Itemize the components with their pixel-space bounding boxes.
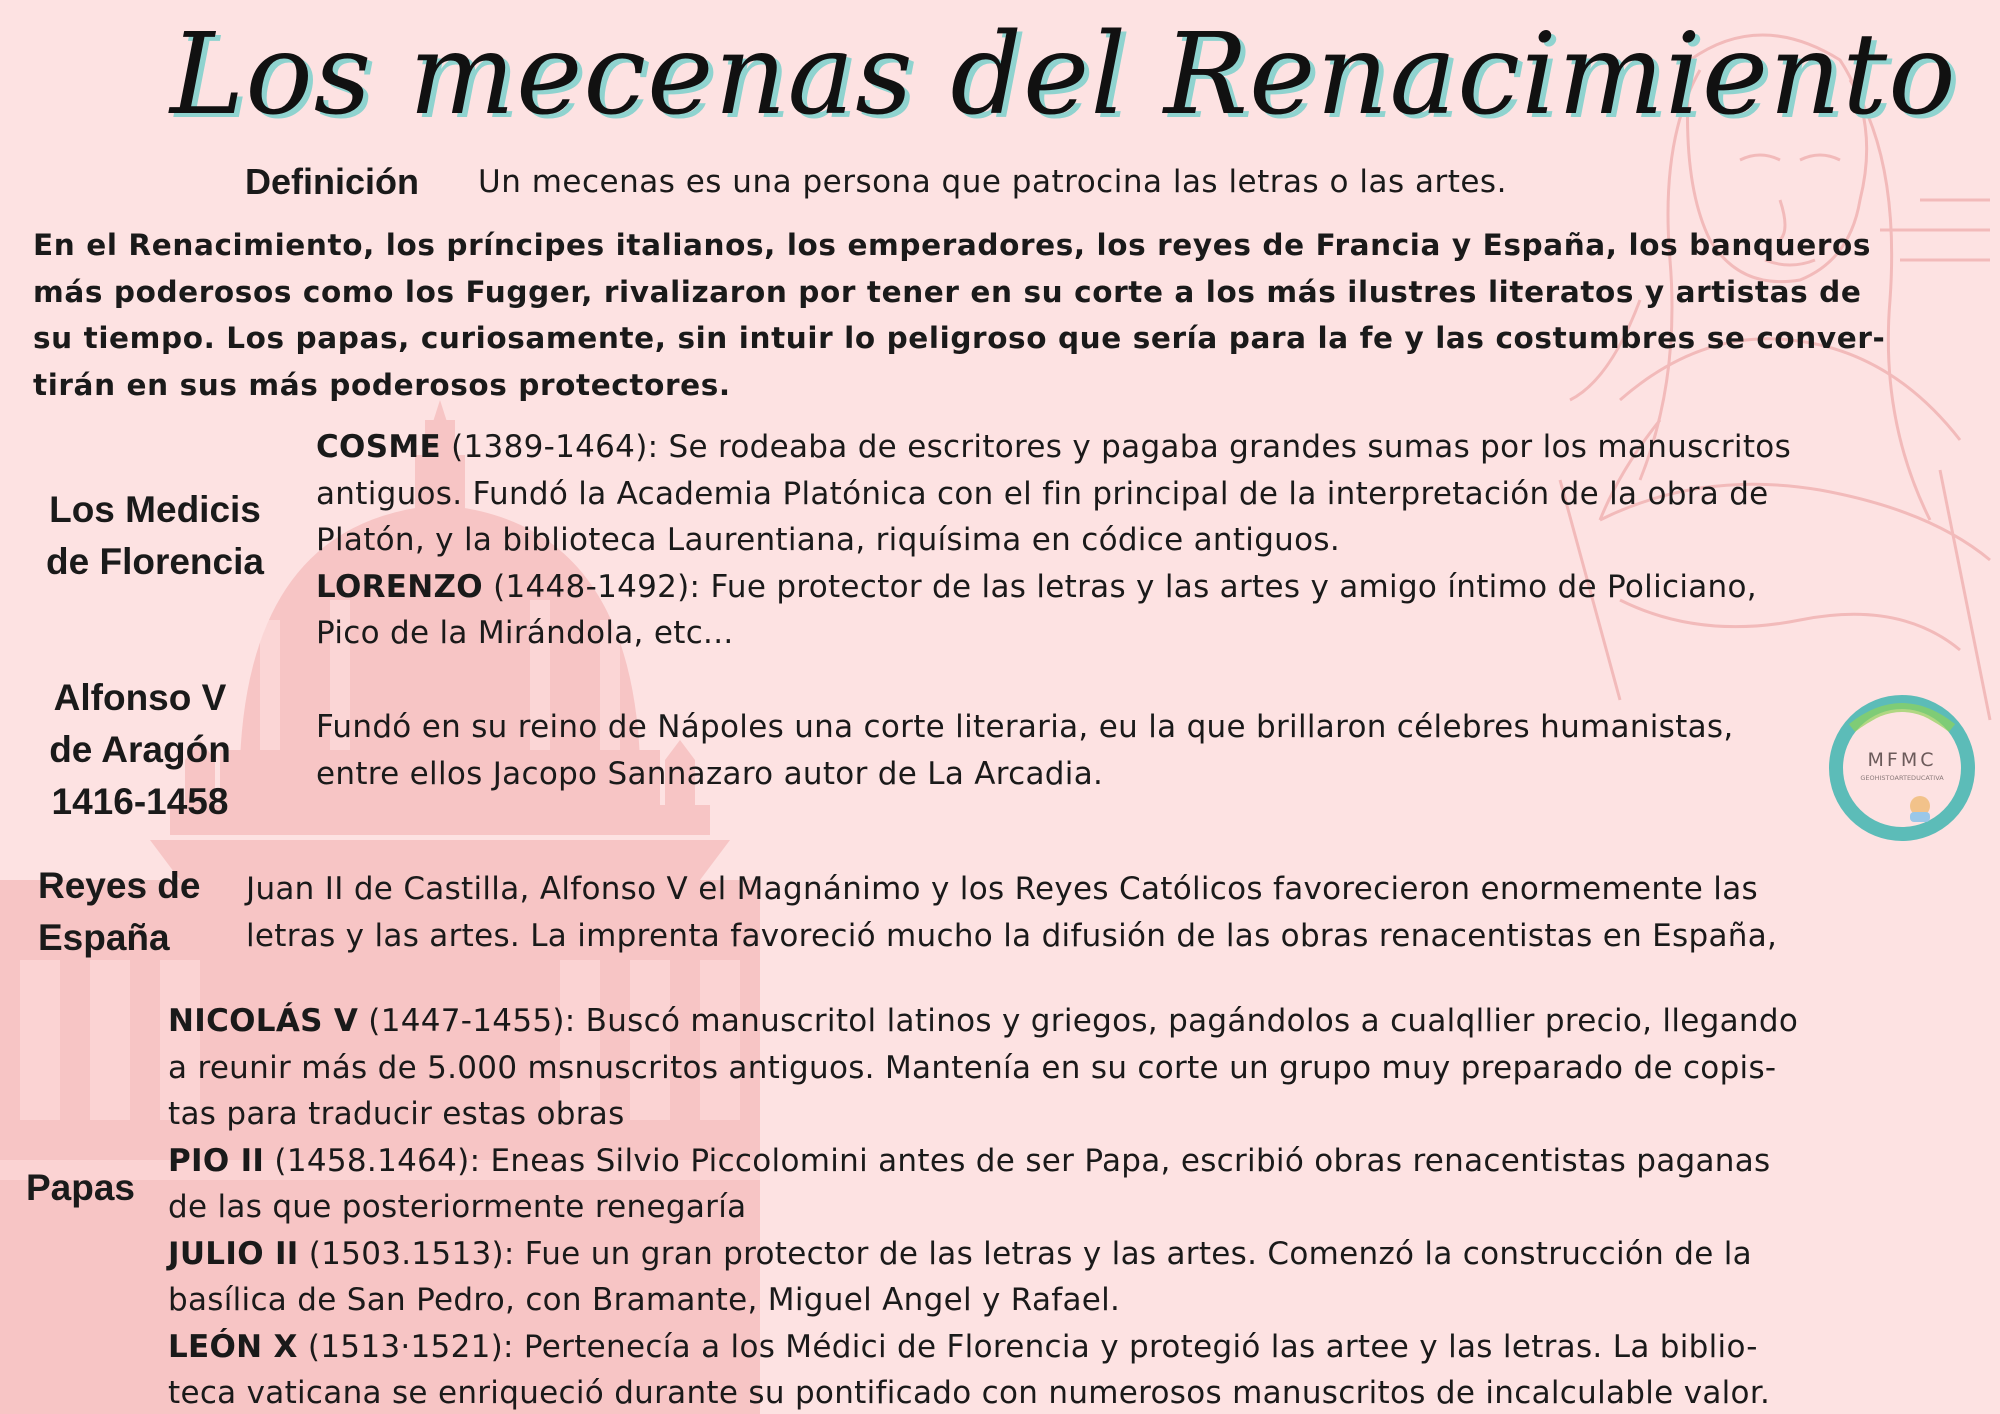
page-title: Los mecenas del Renacimiento xyxy=(170,10,1957,140)
label-line: Los Medicis xyxy=(49,489,261,530)
intro-line: tirán en sus más poderosos protectores. xyxy=(33,367,731,402)
text-span: (1458.1464): Eneas Silvio Piccolomini antes de ser Papa, escribió obras renacentistas paganas xyxy=(264,1142,1771,1179)
text-line: Juan II de Castilla, Alfonso V el Magnánimo y los Reyes Católicos favorecieron enormemente las xyxy=(246,871,1758,907)
text-span: (1503.1513): Fue un gran protector de las letras y las artes. Comenzó la construcción de la xyxy=(298,1235,1752,1272)
label-line: de Florencia xyxy=(46,541,264,582)
intro-line: En el Renacimiento, los príncipes italianos, los emperadores, los reyes de Francia y España, los banqueros xyxy=(33,228,1872,262)
text-line: letras y las artes. La imprenta favoreció mucho la difusión de las obras renacentistas en España, xyxy=(246,917,1778,954)
intro-line: más poderosos como los Fugger, rivalizaron por tener en su corte a los más ilustres literatos y artistas de xyxy=(33,274,1862,309)
person-name: NICOLÁS V xyxy=(168,1003,359,1039)
section-text-alfonso xyxy=(316,704,1734,797)
person-name: LORENZO xyxy=(316,568,483,605)
person-name: PIO II xyxy=(168,1142,265,1179)
person-name: LEÓN X xyxy=(168,1328,298,1365)
text-line: Fundó en su reino de Nápoles una corte literaria, eu la que brillaron célebres humanistas, xyxy=(316,709,1734,745)
section-text-medicis xyxy=(316,424,1791,657)
text-line: tas para traducir estas obras xyxy=(168,1096,625,1132)
text-line: entre ellos Jacopo Sannazaro autor de La Arcadia. xyxy=(316,755,1104,792)
text-line: teca vaticana se enriqueció durante su pontificado con numerosos manuscritos de incalculable valor. xyxy=(168,1375,1771,1411)
label-line: 1416-1458 xyxy=(51,781,229,822)
text-span: (1513·1521): Pertenecía a los Médici de Florencia y protegió las artee y las letras. La biblio- xyxy=(297,1328,1758,1365)
intro-paragraph xyxy=(33,222,1968,408)
text-line: antiguos. Fundó la Academia Platónica con el fin principal de la interpretación de la obra de xyxy=(316,475,1769,512)
text-line: Pico de la Mirándola, etc... xyxy=(316,615,734,651)
logo-subtext: GEOHISTOARTEDUCATIVA xyxy=(1860,774,1944,782)
text-line: Platón, y la biblioteca Laurentiana, riquísima en códice antiguos. xyxy=(316,522,1340,558)
section-text-reyes xyxy=(246,866,1777,959)
text-span: (1447-1455): Buscó manuscritol latinos y griegos, pagándolos a cualqllier precio, llegando xyxy=(358,1003,1799,1039)
person-name: COSME xyxy=(316,429,441,465)
section-label-papas: Papas xyxy=(26,1167,136,1208)
label-line: España xyxy=(38,917,170,958)
mfmc-logo-icon xyxy=(1822,688,1982,848)
label-line: Reyes de xyxy=(38,865,201,906)
text-line: de las que posteriormente renegaría xyxy=(168,1189,747,1225)
text-span: (1448-1492): Fue protector de las letras y las artes y amigo íntimo de Policiano, xyxy=(482,568,1757,605)
text-line: a reunir más de 5.000 msnuscritos antiguos. Mantenía en su corte un grupo muy preparado de copis- xyxy=(168,1049,1777,1086)
intro-line: su tiempo. Los papas, curiosamente, sin intuir lo peligroso que sería para la fe y las costumbres se conver- xyxy=(33,321,1886,355)
section-label-medicis xyxy=(30,484,280,588)
person-name: JULIO II xyxy=(168,1235,299,1272)
logo-text: MFMC xyxy=(1867,749,1937,771)
text-line: basílica de San Pedro, con Bramante, Miguel Angel y Rafael. xyxy=(168,1282,1121,1318)
section-label-reyes xyxy=(38,860,201,964)
text-span: (1389-1464): Se rodeaba de escritores y pagaba grandes sumas por los manuscritos xyxy=(440,429,1792,465)
section-text-papas xyxy=(168,998,1798,1414)
section-label-alfonso xyxy=(20,672,260,828)
label-line: Alfonso V xyxy=(53,677,227,718)
definition-label: Definición xyxy=(245,161,420,202)
label-line: de Aragón xyxy=(49,729,231,770)
definition-text: Un mecenas es una persona que patrocina las letras o las artes. xyxy=(478,164,1507,200)
